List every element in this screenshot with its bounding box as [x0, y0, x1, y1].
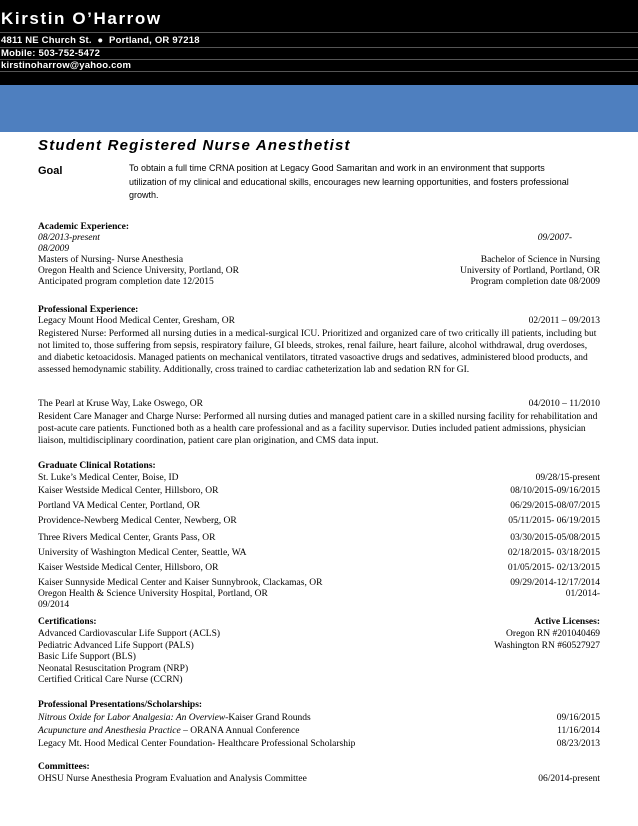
- license-item: Oregon RN #201040469: [506, 629, 600, 639]
- rotation-place: Portland VA Medical Center, Portland, OR: [38, 501, 201, 511]
- rotation-dates: 05/11/2015- 06/19/2015: [508, 516, 600, 526]
- academic-right-completion: Program completion date 08/2009: [470, 277, 600, 287]
- committee-date: 06/2014-present: [538, 774, 600, 784]
- academic-right-school: University of Portland, Portland, OR: [460, 266, 600, 276]
- rotation-place: Oregon Health & Science University Hospital, Portland, OR: [38, 589, 268, 599]
- certification-item: Basic Life Support (BLS): [38, 652, 136, 662]
- academic-right-degree: Bachelor of Science in Nursing: [480, 255, 600, 265]
- resume-header: [0, 0, 638, 85]
- address-city: Portland, OR 97218: [109, 35, 200, 46]
- presentations-heading: Professional Presentations/Scholarships:: [38, 700, 203, 710]
- licenses-heading: Active Licenses:: [534, 617, 600, 627]
- rotation-place: Kaiser Westside Medical Center, Hillsboro, OR: [38, 486, 219, 496]
- certification-item: Pediatric Advanced Life Support (PALS): [38, 640, 194, 651]
- rotation-dates: 09/28/15-present: [535, 473, 600, 483]
- header-email: kirstinoharrow@yahoo.com: [1, 60, 132, 71]
- certification-item: Advanced Cardiovascular Life Support (ACLS): [38, 629, 221, 639]
- rotation-dates: 03/30/2015-05/08/2015: [510, 533, 600, 543]
- job2-dates: 04/2010 – 11/2010: [528, 399, 600, 409]
- rotation-dates: 08/10/2015-09/16/2015: [510, 486, 600, 496]
- bullet-icon: ●: [94, 35, 107, 46]
- header-mobile: Mobile: 503-752-5472: [1, 48, 101, 59]
- rotation-dates: 01/2014-: [565, 589, 600, 599]
- presentation-title: Acupuncture and Anesthesia Practice: [38, 726, 181, 736]
- academic-left-school: Oregon Health and Science University, Portland, OR: [38, 266, 239, 276]
- scholarship-item: Legacy Mt. Hood Medical Center Foundation- Healthcare Professional Scholarship: [38, 739, 356, 749]
- header-divider: [0, 32, 638, 33]
- goal-text: To obtain a full time CRNA position at Legacy Good Samaritan and work in an environment that supports utilization of my clinical and educational skills, encourages new learning opportunities, and fosters professional growth.: [129, 163, 569, 200]
- job1-dates: 02/2011 – 09/2013: [528, 316, 600, 326]
- rotations-heading: Graduate Clinical Rotations:: [38, 461, 156, 471]
- rotation-place: University of Washington Medical Center, Seattle, WA: [38, 548, 247, 558]
- rotation-place: Providence-Newberg Medical Center, Newberg, OR: [38, 516, 237, 526]
- job1-employer: Legacy Mount Hood Medical Center, Gresham, OR: [38, 316, 235, 326]
- academic-right-dates-cont: 08/2009: [38, 244, 70, 254]
- committee-item: OHSU Nurse Anesthesia Program Evaluation and Analysis Committee: [38, 774, 307, 784]
- scholarship-date: 08/23/2013: [556, 739, 600, 749]
- address-street: 4811 NE Church St.: [1, 35, 92, 46]
- rotation-place: Three Rivers Medical Center, Grants Pass, OR: [38, 533, 216, 543]
- goal-label: Goal: [38, 165, 63, 177]
- academic-left-degree: Masters of Nursing- Nurse Anesthesia: [38, 255, 184, 265]
- rotation-place: Kaiser Sunnyside Medical Center and Kaiser Sunnybrook, Clackamas, OR: [38, 578, 323, 588]
- rotation-dates: 09/29/2014-12/17/2014: [510, 578, 600, 588]
- presentation-date: 09/16/2015: [556, 713, 600, 723]
- rotation-place: Kaiser Westside Medical Center, Hillsboro, OR: [38, 563, 219, 573]
- rotation-dates: 06/29/2015-08/07/2015: [510, 501, 600, 511]
- presentation-title: Nitrous Oxide for Labor Analgesia: An Overview: [38, 713, 226, 723]
- presentation-item: [38, 713, 311, 724]
- professional-heading: Professional Experience:: [38, 305, 139, 315]
- presentation-date: 11/16/2014: [557, 726, 600, 736]
- job2-employer: The Pearl at Kruse Way, Lake Oswego, OR: [38, 399, 203, 409]
- presentation-item: [38, 726, 299, 737]
- academic-left-completion: Anticipated program completion date 12/2015: [38, 277, 214, 287]
- applicant-name: Kirstin O’Harrow: [1, 9, 162, 28]
- presentation-venue: – ORANA Annual Conference: [180, 726, 300, 736]
- academic-right-dates: 09/2007-: [537, 233, 572, 243]
- rotation-dates: 02/18/2015- 03/18/2015: [507, 548, 600, 558]
- job1-description: Registered Nurse: Performed all nursing duties in a medical-surgical ICU. Prioritized and organized care of two critically ill patients, including but not limited to, those suffering from sepsis, respiratory failure, GI bleeds, strokes, renal failure, heart failure, alcohol withdrawal, drug overdoses, and diabetic ketoacidosis. Managed patients on mechanical ventilators, titrated vasoactive drugs and sedatives, administered blood products, and assessed hemodynamic stability. Additionally, cross trained to cardiac catheterization lab and sedation RN for GI.: [38, 329, 597, 376]
- header-blue-band: [0, 85, 638, 132]
- job2-description: Resident Care Manager and Charge Nurse: Performed all nursing duties and managed patient care in a skilled nursing facility for rehabilitation and post-acute care patients. Functioned both as a health care professional and as a facility supervisor. Duties included patient admissions, physician liaison, multidisciplinary coordination, patient care plan origination, and CMS data input.: [38, 412, 598, 447]
- header-divider: [0, 71, 638, 72]
- header-address: [1, 35, 200, 46]
- certification-item: Certified Critical Care Nurse (CCRN): [38, 675, 183, 685]
- rotation-dates-cont: 09/2014: [38, 600, 70, 610]
- academic-left-dates: 08/2013-present: [38, 233, 100, 243]
- rotation-dates: 01/05/2015- 02/13/2015: [507, 563, 600, 573]
- license-item: Washington RN #60527927: [494, 640, 600, 651]
- resume-title: Student Registered Nurse Anesthetist: [38, 137, 351, 154]
- certifications-heading: Certifications:: [38, 617, 97, 627]
- committees-heading: Committees:: [38, 762, 90, 772]
- rotation-place: St. Luke’s Medical Center, Boise, ID: [38, 473, 179, 483]
- presentation-venue: -Kaiser Grand Rounds: [225, 713, 311, 723]
- certification-item: Neonatal Resuscitation Program (NRP): [38, 663, 189, 674]
- academic-heading: Academic Experience:: [38, 222, 130, 232]
